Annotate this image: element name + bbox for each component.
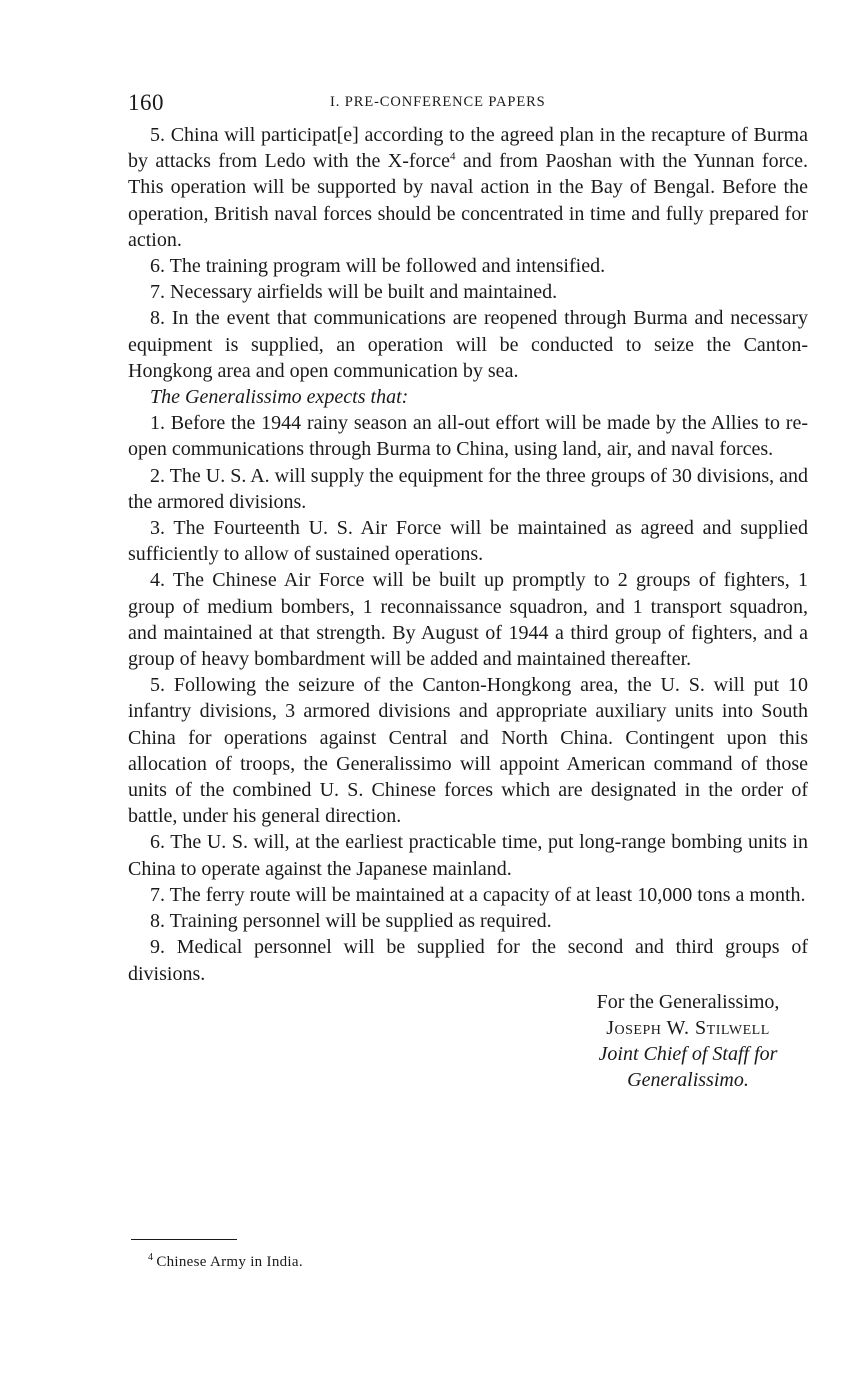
- expectation-item-5: 5. Following the seizure of the Canton-Hongkong area, the U. S. will put 10 infantry divisions, 3 armored divisions and appropriate auxiliary units into South China for operations against Central and North China. Contingent upon this allocation of troops, the Generalissimo will appoint American command of those units of the combined U. S. Chinese forces which are designated in the order of battle, under his general direction.: [128, 674, 808, 828]
- footnote-text: Chinese Army in India.: [156, 1254, 303, 1270]
- paragraph-text: 5. China will participat[e] according to the agreed plan in the recapture of Burma by attacks from Ledo with the X-force: [128, 124, 808, 173]
- signature-name: Joseph W. Stilwell: [606, 1016, 770, 1039]
- expectation-item-7: 7. The ferry route will be maintained at a capacity of at least 10,000 tons a month.: [150, 883, 806, 906]
- footnote: [148, 1254, 303, 1271]
- paragraph-6-training: 6. The training program will be followed and intensified.: [150, 255, 606, 278]
- expectation-item-3: 3. The Fourteenth U. S. Air Force will be maintained as agreed and supplied sufficiently to allow of sustained operations.: [128, 517, 808, 566]
- paragraph-text: and from Paoshan with the Yunnan force. This operation will be supported by naval action in the Bay of Bengal. Before the operation, British naval forces should be concentrated in time and fully prepared for action.: [128, 150, 808, 251]
- page-number: 160: [128, 90, 164, 115]
- signature-block: [568, 989, 808, 1094]
- footnote-divider: [131, 1239, 237, 1240]
- body-text: [128, 122, 808, 987]
- expectation-item-4: 4. The Chinese Air Force will be built up promptly to 2 groups of fighters, 1 group of medium bombers, 1 reconnaissance squadron, and 1 transport squadron, and maintained at that strength. By August of 1944 a third group of fighters, and a group of heavy bombardment will be added and maintained thereafter.: [128, 569, 808, 671]
- expectation-item-8: 8. Training personnel will be supplied as required.: [150, 910, 552, 933]
- expectation-item-2: 2. The U. S. A. will supply the equipment for the three groups of 30 divisions, and the armored divisions.: [128, 464, 808, 513]
- expectations-intro: The Generalissimo expects that:: [150, 386, 409, 409]
- expectation-item-9: 9. Medical personnel will be supplied for the second and third groups of divisions.: [128, 936, 808, 985]
- signature-salutation: For the Generalissimo,: [596, 990, 780, 1013]
- footnote-mark: 4: [148, 1252, 154, 1263]
- paragraph-8-canton: 8. In the event that communications are reopened through Burma and necessary equipment is supplied, an operation will be conducted to seize the Canton-Hongkong area and open communication by sea.: [128, 307, 808, 382]
- paragraph-5-china: [128, 122, 808, 253]
- footnote-reference: 4: [449, 150, 456, 163]
- running-head: I. PRE-CONFERENCE PAPERS: [330, 94, 546, 110]
- paragraph-7-airfields: 7. Necessary airfields will be built and maintained.: [150, 281, 558, 304]
- signature-title-line-1: Joint Chief of Staff for: [598, 1043, 778, 1066]
- page-header: [128, 88, 808, 122]
- expectation-item-6: 6. The U. S. will, at the earliest practicable time, put long-range bombing units in China to operate against the Japanese mainland.: [128, 831, 808, 880]
- expectation-item-1: 1. Before the 1944 rainy season an all-out effort will be made by the Allies to re-open communications through Burma to China, using land, air, and naval forces.: [128, 412, 808, 461]
- document-page: [128, 88, 808, 1094]
- signature-title-line-2: Generalissimo.: [627, 1069, 749, 1092]
